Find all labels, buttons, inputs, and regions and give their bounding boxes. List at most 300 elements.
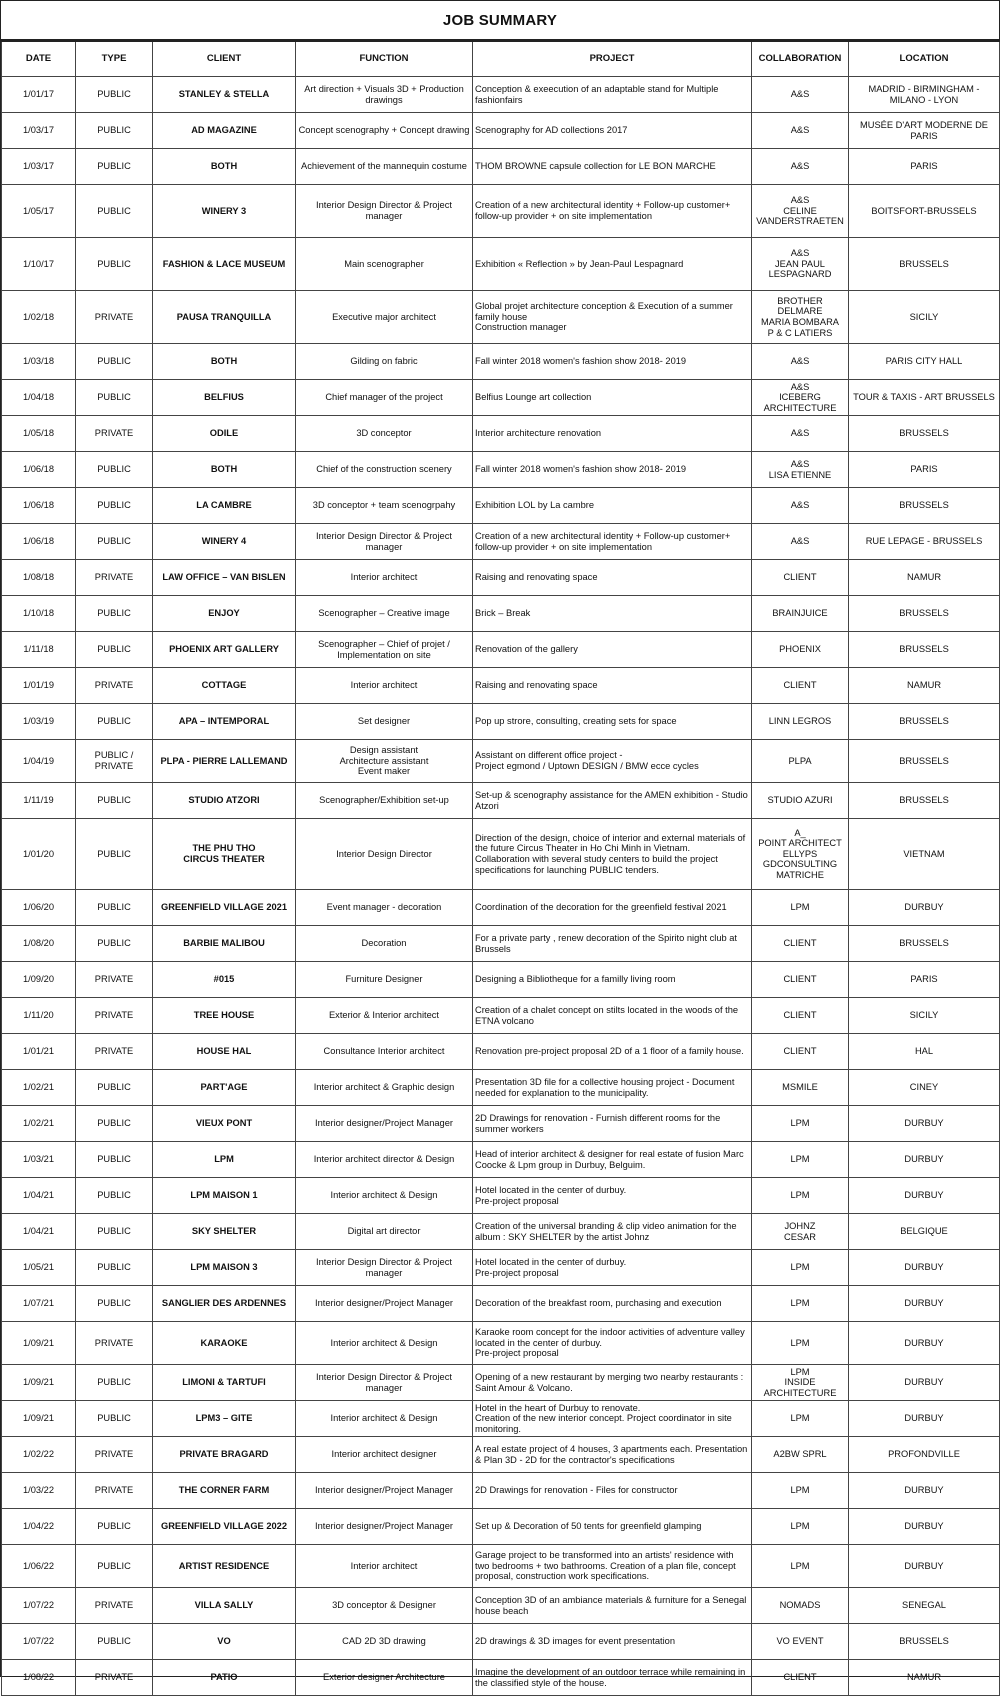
cell-date: 1/11/20 [2, 998, 76, 1034]
cell-project: Scenography for AD collections 2017 [473, 113, 752, 149]
table-row [2, 704, 1000, 740]
cell-type: PRIVATE [76, 1660, 153, 1696]
cell-location: BRUSSELS [849, 416, 1000, 452]
table-row [2, 783, 1000, 819]
table-row [2, 238, 1000, 291]
cell-date: 1/09/21 [2, 1365, 76, 1401]
cell-client: STANLEY & STELLA [153, 77, 296, 113]
cell-client: BOTH [153, 149, 296, 185]
cell-function: Digital art director [296, 1214, 473, 1250]
table-row [2, 1624, 1000, 1660]
cell-project: For a private party , renew decoration of the Spirito night club at Brussels [473, 926, 752, 962]
cell-collaboration: LPM [752, 1473, 849, 1509]
cell-function: Interior architect [296, 1545, 473, 1588]
cell-function: Scenographer – Creative image [296, 596, 473, 632]
cell-date: 1/05/17 [2, 185, 76, 238]
page-title: JOB SUMMARY [1, 1, 999, 40]
cell-date: 1/01/20 [2, 819, 76, 890]
cell-collaboration: CLIENT [752, 926, 849, 962]
cell-type: PUBLIC [76, 1365, 153, 1401]
table-row [2, 1250, 1000, 1286]
cell-location: DURBUY [849, 1545, 1000, 1588]
cell-type: PUBLIC [76, 77, 153, 113]
cell-function: Interior designer/Project Manager [296, 1509, 473, 1545]
table-row [2, 113, 1000, 149]
cell-client: WINERY 4 [153, 524, 296, 560]
cell-function: Chief of the construction scenery [296, 452, 473, 488]
cell-project: Direction of the design, choice of interior and external materials of the future Circus Theater in Ho Chi Minh in Vietnam. Collaboration with several study centers to build the project specifications for launching PUBLIC tenders. [473, 819, 752, 890]
cell-type: PUBLIC [76, 185, 153, 238]
cell-function: Design assistant Architecture assistant Event maker [296, 740, 473, 783]
cell-date: 1/04/22 [2, 1509, 76, 1545]
cell-function: Chief manager of the project [296, 380, 473, 416]
cell-client: THE PHU THO CIRCUS THEATER [153, 819, 296, 890]
cell-function: Concept scenography + Concept drawing [296, 113, 473, 149]
cell-type: PUBLIC [76, 783, 153, 819]
cell-client: PHOENIX ART GALLERY [153, 632, 296, 668]
cell-location: BRUSSELS [849, 740, 1000, 783]
cell-client: BOTH [153, 452, 296, 488]
table-row [2, 1365, 1000, 1401]
cell-function: Furniture Designer [296, 962, 473, 998]
cell-type: PUBLIC [76, 632, 153, 668]
cell-type: PUBLIC [76, 819, 153, 890]
cell-type: PUBLIC [76, 704, 153, 740]
cell-function: Exterior designer Architecture [296, 1660, 473, 1696]
cell-location: SICILY [849, 998, 1000, 1034]
header-date: DATE [2, 41, 76, 77]
cell-location: BRUSSELS [849, 238, 1000, 291]
cell-collaboration: A&S [752, 344, 849, 380]
cell-date: 1/10/18 [2, 596, 76, 632]
table-body [2, 77, 1000, 1696]
cell-location: BRUSSELS [849, 1624, 1000, 1660]
cell-function: Interior architect & Design [296, 1401, 473, 1437]
cell-location: BRUSSELS [849, 783, 1000, 819]
cell-client: WINERY 3 [153, 185, 296, 238]
cell-project: Imagine the development of an outdoor terrace while remaining in the classified style of the house. [473, 1660, 752, 1696]
table-row [2, 1034, 1000, 1070]
cell-client: PAUSA TRANQUILLA [153, 291, 296, 344]
table-row [2, 344, 1000, 380]
cell-location: VIETNAM [849, 819, 1000, 890]
cell-date: 1/08/20 [2, 926, 76, 962]
cell-type: PRIVATE [76, 1034, 153, 1070]
cell-type: PRIVATE [76, 1588, 153, 1624]
cell-project: Conception 3D of an ambiance materials & furniture for a Senegal house beach [473, 1588, 752, 1624]
table-row [2, 668, 1000, 704]
table-row [2, 1178, 1000, 1214]
cell-location: PARIS [849, 149, 1000, 185]
cell-collaboration: BRAINJUICE [752, 596, 849, 632]
cell-function: Interior architect & Design [296, 1178, 473, 1214]
cell-project: Set up & Decoration of 50 tents for greenfield glamping [473, 1509, 752, 1545]
cell-location: DURBUY [849, 1365, 1000, 1401]
cell-project: Karaoke room concept for the indoor activities of adventure valley located in the center of durbuy. Pre-project proposal [473, 1322, 752, 1365]
cell-collaboration: LPM [752, 1322, 849, 1365]
cell-date: 1/03/22 [2, 1473, 76, 1509]
cell-function: 3D conceptor & Designer [296, 1588, 473, 1624]
cell-client: STUDIO ATZORI [153, 783, 296, 819]
cell-project: Conception & exeecution of an adaptable stand for Multiple fashionfairs [473, 77, 752, 113]
cell-client: LPM3 – GITE [153, 1401, 296, 1437]
cell-date: 1/06/18 [2, 524, 76, 560]
cell-type: PUBLIC [76, 488, 153, 524]
cell-date: 1/07/22 [2, 1624, 76, 1660]
cell-type: PUBLIC [76, 149, 153, 185]
cell-collaboration: PHOENIX [752, 632, 849, 668]
cell-collaboration: A&S [752, 416, 849, 452]
cell-function: Consultance Interior architect [296, 1034, 473, 1070]
cell-location: DURBUY [849, 890, 1000, 926]
cell-project: Global projet architecture conception & Execution of a summer family house Construction manager [473, 291, 752, 344]
cell-function: CAD 2D 3D drawing [296, 1624, 473, 1660]
table-row [2, 416, 1000, 452]
cell-collaboration: LPM [752, 1286, 849, 1322]
cell-date: 1/10/17 [2, 238, 76, 291]
cell-location: BOITSFORT-BRUSSELS [849, 185, 1000, 238]
cell-project: Hotel in the heart of Durbuy to renovate. Creation of the new interior concept. Project coordinator in site monitoring. [473, 1401, 752, 1437]
cell-project: Fall winter 2018 women's fashion show 2018- 2019 [473, 452, 752, 488]
cell-client: LPM MAISON 1 [153, 1178, 296, 1214]
cell-client: GREENFIELD VILLAGE 2022 [153, 1509, 296, 1545]
cell-client: LA CAMBRE [153, 488, 296, 524]
cell-type: PUBLIC [76, 596, 153, 632]
cell-project: Brick – Break [473, 596, 752, 632]
cell-location: NAMUR [849, 560, 1000, 596]
cell-collaboration: CLIENT [752, 560, 849, 596]
table-row [2, 1509, 1000, 1545]
cell-function: Interior designer/Project Manager [296, 1106, 473, 1142]
cell-date: 1/04/19 [2, 740, 76, 783]
cell-collaboration: LPM [752, 1178, 849, 1214]
cell-project: 2D Drawings for renovation - Files for constructor [473, 1473, 752, 1509]
table-row [2, 998, 1000, 1034]
cell-location: BRUSSELS [849, 488, 1000, 524]
cell-project: Raising and renovating space [473, 560, 752, 596]
cell-date: 1/07/21 [2, 1286, 76, 1322]
cell-collaboration: CLIENT [752, 962, 849, 998]
cell-location: DURBUY [849, 1250, 1000, 1286]
table-row [2, 1070, 1000, 1106]
table-row [2, 1660, 1000, 1696]
cell-project: A real estate project of 4 houses, 3 apartments each. Presentation & Plan 3D - 2D for the contractor's specifications [473, 1437, 752, 1473]
cell-collaboration: A&S ICEBERG ARCHITECTURE [752, 380, 849, 416]
cell-collaboration: CLIENT [752, 1034, 849, 1070]
cell-function: Interior architect & Graphic design [296, 1070, 473, 1106]
table-row [2, 1322, 1000, 1365]
cell-type: PUBLIC [76, 1624, 153, 1660]
cell-collaboration: CLIENT [752, 1660, 849, 1696]
cell-client: LPM [153, 1142, 296, 1178]
cell-collaboration: NOMADS [752, 1588, 849, 1624]
cell-location: BELGIQUE [849, 1214, 1000, 1250]
cell-collaboration: LPM [752, 890, 849, 926]
cell-location: BRUSSELS [849, 926, 1000, 962]
cell-date: 1/09/20 [2, 962, 76, 998]
cell-project: Garage project to be transformed into an artists' residence with two bedrooms + two bathrooms. Creation of a plan file, concept proposal, construction work specifications. [473, 1545, 752, 1588]
cell-type: PUBLIC [76, 1545, 153, 1588]
cell-date: 1/06/18 [2, 488, 76, 524]
header-type: TYPE [76, 41, 153, 77]
cell-type: PRIVATE [76, 416, 153, 452]
table-row [2, 488, 1000, 524]
cell-date: 1/11/18 [2, 632, 76, 668]
cell-collaboration: VO EVENT [752, 1624, 849, 1660]
cell-location: DURBUY [849, 1401, 1000, 1437]
cell-location: DURBUY [849, 1106, 1000, 1142]
cell-project: 2D Drawings for renovation - Furnish different rooms for the summer workers [473, 1106, 752, 1142]
job-summary-table [1, 40, 1000, 1696]
cell-type: PUBLIC / PRIVATE [76, 740, 153, 783]
table-row [2, 1286, 1000, 1322]
cell-function: Scenographer – Chief of projet / Implementation on site [296, 632, 473, 668]
table-row [2, 380, 1000, 416]
cell-type: PUBLIC [76, 1286, 153, 1322]
cell-function: Scenographer/Exhibition set-up [296, 783, 473, 819]
cell-date: 1/01/17 [2, 77, 76, 113]
table-row [2, 291, 1000, 344]
cell-date: 1/08/22 [2, 1660, 76, 1696]
cell-type: PRIVATE [76, 962, 153, 998]
cell-function: Interior Design Director & Project manager [296, 524, 473, 560]
cell-date: 1/02/21 [2, 1106, 76, 1142]
cell-project: Head of interior architect & designer for real estate of fusion Marc Coocke & Lpm group in Durbuy, Belguim. [473, 1142, 752, 1178]
cell-function: Interior architect [296, 668, 473, 704]
cell-location: NAMUR [849, 668, 1000, 704]
table-row [2, 819, 1000, 890]
cell-function: Interior Design Director & Project manager [296, 185, 473, 238]
cell-location: DURBUY [849, 1142, 1000, 1178]
cell-location: MADRID - BIRMINGHAM - MILANO - LYON [849, 77, 1000, 113]
cell-date: 1/07/22 [2, 1588, 76, 1624]
cell-client: SANGLIER DES ARDENNES [153, 1286, 296, 1322]
cell-type: PRIVATE [76, 668, 153, 704]
header-function: FUNCTION [296, 41, 473, 77]
cell-collaboration: LPM [752, 1509, 849, 1545]
cell-function: Set designer [296, 704, 473, 740]
cell-collaboration: A_ POINT ARCHITECT ELLYPS GDCONSULTING MATRICHE [752, 819, 849, 890]
cell-function: 3D conceptor [296, 416, 473, 452]
cell-date: 1/04/18 [2, 380, 76, 416]
cell-function: Art direction + Visuals 3D + Production drawings [296, 77, 473, 113]
cell-client: TREE HOUSE [153, 998, 296, 1034]
cell-date: 1/02/18 [2, 291, 76, 344]
cell-collaboration: JOHNZ CESAR [752, 1214, 849, 1250]
cell-date: 1/04/21 [2, 1178, 76, 1214]
cell-project: Exhibition LOL by La cambre [473, 488, 752, 524]
cell-project: Creation of a new architectural identity + Follow-up customer+ follow-up provider + on site implementation [473, 185, 752, 238]
cell-location: DURBUY [849, 1322, 1000, 1365]
cell-project: Pop up strore, consulting, creating sets for space [473, 704, 752, 740]
cell-client: AD MAGAZINE [153, 113, 296, 149]
table-row [2, 1473, 1000, 1509]
cell-date: 1/03/18 [2, 344, 76, 380]
cell-client: VIEUX PONT [153, 1106, 296, 1142]
cell-client: APA – INTEMPORAL [153, 704, 296, 740]
cell-client: LAW OFFICE – VAN BISLEN [153, 560, 296, 596]
cell-client: FASHION & LACE MUSEUM [153, 238, 296, 291]
cell-client: COTTAGE [153, 668, 296, 704]
cell-project: Presentation 3D file for a collective housing project - Document needed for explanation to the municipality. [473, 1070, 752, 1106]
table-row [2, 1142, 1000, 1178]
cell-type: PUBLIC [76, 113, 153, 149]
cell-project: Renovation of the gallery [473, 632, 752, 668]
cell-date: 1/05/21 [2, 1250, 76, 1286]
cell-function: Decoration [296, 926, 473, 962]
cell-collaboration: PLPA [752, 740, 849, 783]
table-row [2, 926, 1000, 962]
cell-date: 1/06/20 [2, 890, 76, 926]
cell-function: Main scenographer [296, 238, 473, 291]
cell-location: DURBUY [849, 1178, 1000, 1214]
table-row [2, 1401, 1000, 1437]
cell-type: PRIVATE [76, 1473, 153, 1509]
cell-collaboration: A&S [752, 488, 849, 524]
cell-function: Interior architect & Design [296, 1322, 473, 1365]
cell-type: PUBLIC [76, 452, 153, 488]
header-location: LOCATION [849, 41, 1000, 77]
cell-type: PUBLIC [76, 1401, 153, 1437]
cell-type: PUBLIC [76, 926, 153, 962]
cell-project: Creation of a new architectural identity + Follow-up customer+ follow-up provider + on site implementation [473, 524, 752, 560]
cell-collaboration: A2BW SPRL [752, 1437, 849, 1473]
cell-client: KARAOKE [153, 1322, 296, 1365]
cell-client: BARBIE MALIBOU [153, 926, 296, 962]
cell-location: BRUSSELS [849, 632, 1000, 668]
cell-collaboration: CLIENT [752, 668, 849, 704]
cell-project: Assistant on different office project - Project egmond / Uptown DESIGN / BMW ecce cycles [473, 740, 752, 783]
table-row [2, 1106, 1000, 1142]
cell-location: DURBUY [849, 1286, 1000, 1322]
table-row [2, 185, 1000, 238]
cell-type: PUBLIC [76, 1142, 153, 1178]
cell-date: 1/02/21 [2, 1070, 76, 1106]
cell-client: LIMONI & TARTUFI [153, 1365, 296, 1401]
cell-type: PRIVATE [76, 998, 153, 1034]
cell-collaboration: MSMILE [752, 1070, 849, 1106]
cell-client: BELFIUS [153, 380, 296, 416]
cell-type: PUBLIC [76, 1178, 153, 1214]
cell-project: Decoration of the breakfast room, purchasing and execution [473, 1286, 752, 1322]
cell-project: Fall winter 2018 women's fashion show 2018- 2019 [473, 344, 752, 380]
cell-client: GREENFIELD VILLAGE 2021 [153, 890, 296, 926]
cell-type: PUBLIC [76, 1070, 153, 1106]
cell-type: PUBLIC [76, 1250, 153, 1286]
cell-date: 1/01/21 [2, 1034, 76, 1070]
cell-location: NAMUR [849, 1660, 1000, 1696]
cell-client: PATIO [153, 1660, 296, 1696]
cell-location: DURBUY [849, 1473, 1000, 1509]
table-row [2, 77, 1000, 113]
cell-location: CINEY [849, 1070, 1000, 1106]
cell-client: PLPA - PIERRE LALLEMAND [153, 740, 296, 783]
table-row [2, 524, 1000, 560]
cell-project: Set-up & scenography assistance for the AMEN exhibition - Studio Atzori [473, 783, 752, 819]
cell-location: MUSÉE D'ART MODERNE DE PARIS [849, 113, 1000, 149]
cell-type: PUBLIC [76, 1214, 153, 1250]
cell-collaboration: LPM [752, 1106, 849, 1142]
cell-client: ENJOY [153, 596, 296, 632]
cell-type: PUBLIC [76, 238, 153, 291]
cell-collaboration: A&S [752, 113, 849, 149]
cell-location: SICILY [849, 291, 1000, 344]
cell-date: 1/04/21 [2, 1214, 76, 1250]
cell-project: Creation of a chalet concept on stilts located in the woods of the ETNA volcano [473, 998, 752, 1034]
cell-location: BRUSSELS [849, 596, 1000, 632]
cell-function: Interior Design Director & Project manager [296, 1365, 473, 1401]
cell-project: 2D drawings & 3D images for event presentation [473, 1624, 752, 1660]
cell-collaboration: LPM INSIDE ARCHITECTURE [752, 1365, 849, 1401]
cell-function: Interior architect designer [296, 1437, 473, 1473]
cell-date: 1/03/17 [2, 113, 76, 149]
cell-function: Interior Design Director [296, 819, 473, 890]
cell-function: Interior architect director & Design [296, 1142, 473, 1178]
cell-type: PUBLIC [76, 524, 153, 560]
table-row [2, 962, 1000, 998]
cell-date: 1/03/17 [2, 149, 76, 185]
cell-type: PRIVATE [76, 1437, 153, 1473]
cell-type: PUBLIC [76, 890, 153, 926]
cell-project: Hotel located in the center of durbuy. Pre-project proposal [473, 1178, 752, 1214]
cell-location: PARIS [849, 452, 1000, 488]
cell-collaboration: STUDIO AZURI [752, 783, 849, 819]
table-row [2, 1545, 1000, 1588]
cell-date: 1/11/19 [2, 783, 76, 819]
cell-collaboration: LPM [752, 1545, 849, 1588]
cell-type: PUBLIC [76, 380, 153, 416]
table-header-row [2, 41, 1000, 77]
cell-collaboration: A&S LISA ETIENNE [752, 452, 849, 488]
cell-function: Interior architect [296, 560, 473, 596]
cell-client: BOTH [153, 344, 296, 380]
cell-date: 1/03/19 [2, 704, 76, 740]
cell-type: PUBLIC [76, 1509, 153, 1545]
cell-collaboration: A&S JEAN PAUL LESPAGNARD [752, 238, 849, 291]
cell-client: PART'AGE [153, 1070, 296, 1106]
cell-type: PRIVATE [76, 291, 153, 344]
cell-type: PRIVATE [76, 1322, 153, 1365]
table-row [2, 1588, 1000, 1624]
table-row [2, 1437, 1000, 1473]
table-row [2, 890, 1000, 926]
cell-collaboration: LPM [752, 1142, 849, 1178]
cell-function: Interior designer/Project Manager [296, 1473, 473, 1509]
cell-function: Executive major architect [296, 291, 473, 344]
cell-location: PARIS [849, 962, 1000, 998]
cell-client: HOUSE HAL [153, 1034, 296, 1070]
cell-collaboration: A&S [752, 77, 849, 113]
cell-client: VILLA SALLY [153, 1588, 296, 1624]
cell-date: 1/02/22 [2, 1437, 76, 1473]
cell-project: Designing a Bibliotheque for a familly living room [473, 962, 752, 998]
cell-function: 3D conceptor + team scenogrpahy [296, 488, 473, 524]
cell-date: 1/03/21 [2, 1142, 76, 1178]
cell-client: #015 [153, 962, 296, 998]
cell-location: BRUSSELS [849, 704, 1000, 740]
cell-client: THE CORNER FARM [153, 1473, 296, 1509]
cell-project: Raising and renovating space [473, 668, 752, 704]
cell-project: Interior architecture renovation [473, 416, 752, 452]
cell-date: 1/06/18 [2, 452, 76, 488]
cell-type: PUBLIC [76, 1106, 153, 1142]
cell-date: 1/09/21 [2, 1401, 76, 1437]
cell-location: PARIS CITY HALL [849, 344, 1000, 380]
cell-function: Interior designer/Project Manager [296, 1286, 473, 1322]
header-project: PROJECT [473, 41, 752, 77]
table-row [2, 149, 1000, 185]
table-row [2, 740, 1000, 783]
